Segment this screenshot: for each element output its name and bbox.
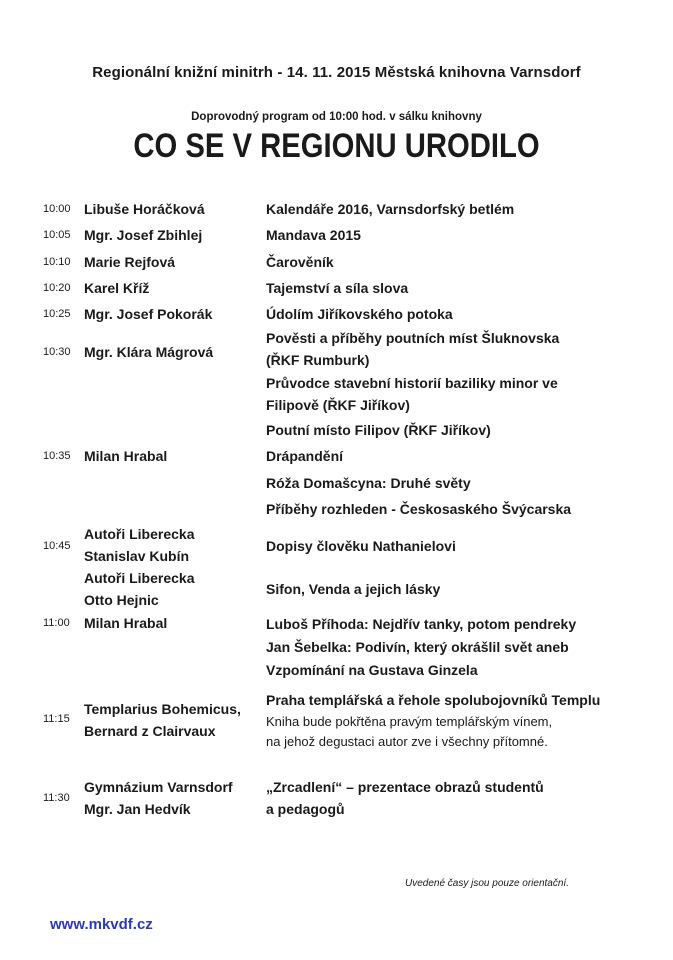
talk-topic: Pověsti a příběhy poutních míst Šluknovska [266,330,560,346]
speaker-name: Mgr. Klára Mágrová [84,344,214,360]
talk-topic: Průvodce stavební historií baziliky minor ve [266,375,558,391]
schedule-time: 10:00 [43,203,71,215]
talk-topic: Poutní místo Filipov (ŘKF Jiříkov) [266,422,491,438]
talk-topic: Mandava 2015 [266,227,361,243]
talk-topic: Tajemství a síla slova [266,280,409,296]
talk-topic: Vzpomínání na Gustava Ginzela [266,662,478,678]
talk-topic: Róža Domašcyna: Druhé světy [266,475,471,491]
schedule-time: 11:00 [43,617,70,629]
talk-topic: (ŘKF Rumburk) [266,352,370,368]
talk-topic: Čarověník [266,254,334,270]
speaker-name: Karel Kříž [84,280,150,296]
talk-topic: Kalendáře 2016, Varnsdorfský betlém [266,201,515,217]
timing-note: Uvedené časy jsou pouze orientační. [405,878,569,889]
speaker-name: Gymnázium Varnsdorf [84,779,233,795]
schedule-time: 10:35 [43,450,71,462]
speaker-name: Templarius Bohemicus, [84,701,241,717]
speaker-name: Stanislav Kubín [84,548,190,564]
page-title: CO SE V REGIONU URODILO [133,127,540,165]
talk-description: na jehož degustaci autor zve i všechny přítomné. [266,734,548,749]
website-link[interactable]: www.mkvdf.cz [50,916,153,933]
talk-description: Kniha bude pokřtěna pravým templářským vínem, [266,714,553,729]
speaker-name: Autoři Liberecka [84,570,195,586]
talk-topic: a pedagogů [266,801,345,817]
speaker-name: Bernard z Clairvaux [84,723,216,739]
schedule-time: 11:30 [43,792,70,804]
schedule-time: 11:15 [43,713,70,725]
speaker-name: Milan Hrabal [84,448,168,464]
speaker-name: Mgr. Josef Zbihlej [84,227,203,243]
talk-topic: Příběhy rozhleden - Českosaského Švýcarska [266,501,572,517]
schedule-time: 10:20 [43,282,71,294]
talk-topic: Luboš Příhoda: Nejdřív tanky, potom pendreky [266,616,577,632]
speaker-name: Milan Hrabal [84,615,168,631]
talk-topic: Sifon, Venda a jejich lásky [266,581,441,597]
talk-topic: „Zrcadlení“ – prezentace obrazů studentů [266,779,544,795]
speaker-name: Otto Hejnic [84,592,159,608]
talk-topic: Dopisy člověku Nathanielovi [266,538,456,554]
speaker-name: Mgr. Jan Hedvík [84,801,191,817]
talk-topic: Údolím Jiříkovského potoka [266,306,453,322]
schedule-time: 10:05 [43,229,71,241]
schedule-time: 10:10 [43,256,71,268]
schedule-time: 10:30 [43,346,71,358]
speaker-name: Autoři Liberecka [84,526,195,542]
speaker-name: Mgr. Josef Pokorák [84,306,213,322]
event-header: Regionální knižní minitrh - 14. 11. 2015 Městská knihovna Varnsdorf [92,64,581,81]
schedule-time: 10:45 [43,540,71,552]
schedule-time: 10:25 [43,308,71,320]
speaker-name: Libuše Horáčková [84,201,205,217]
talk-topic: Praha templářská a řehole spolubojovníků Templu [266,692,601,708]
speaker-name: Marie Rejfová [84,254,176,270]
talk-topic: Drápandění [266,448,344,464]
talk-topic: Filipově (ŘKF Jiříkov) [266,397,410,413]
program-subheader: Doprovodný program od 10:00 hod. v sálku knihovny [191,111,482,123]
talk-topic: Jan Šebelka: Podivín, který okrášlil svět aneb [266,639,569,655]
